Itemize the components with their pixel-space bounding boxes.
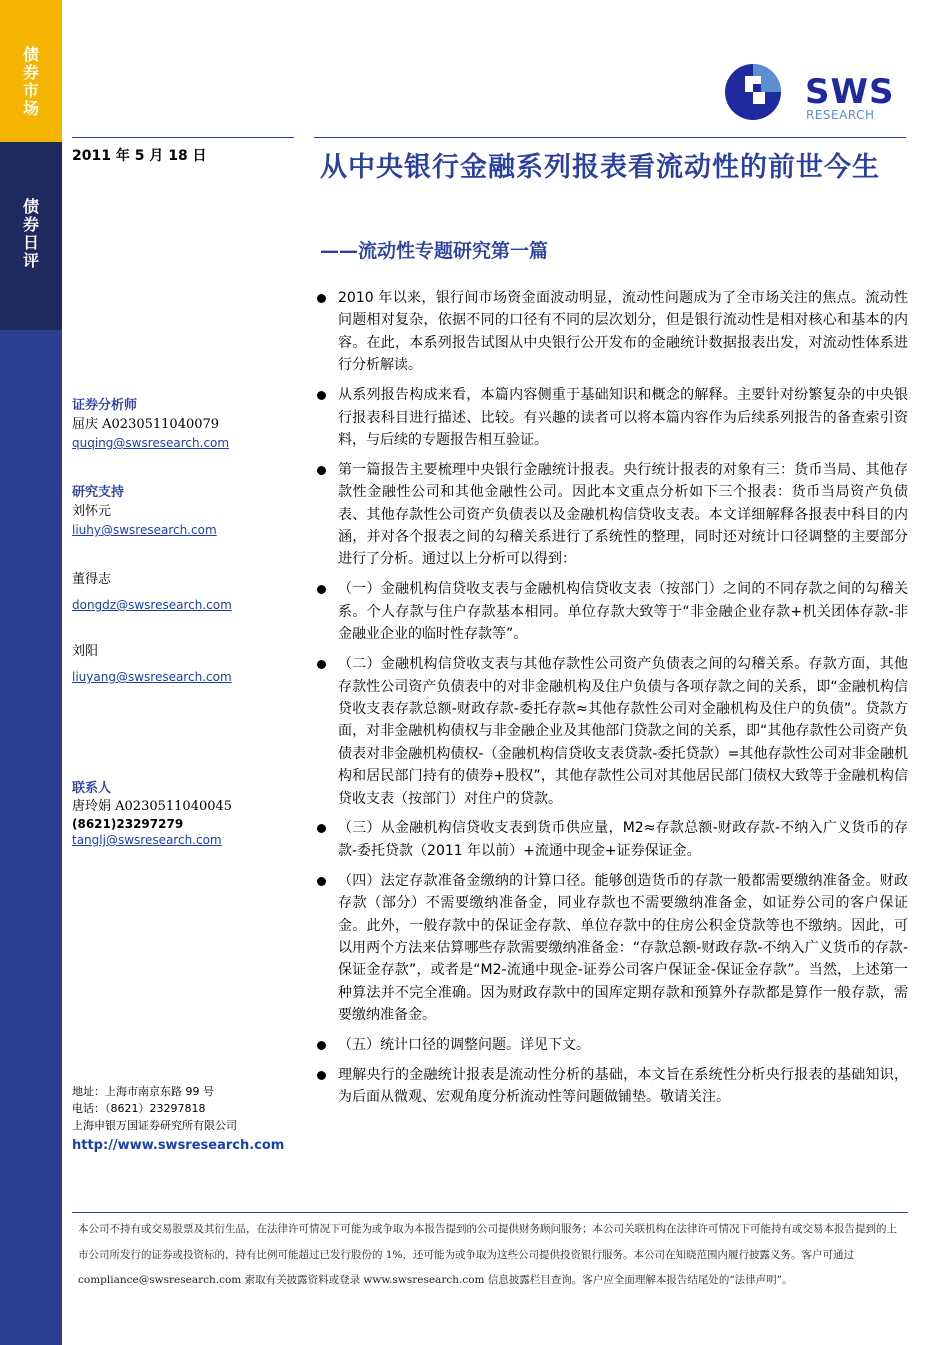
left-rule bbox=[72, 137, 294, 138]
website-link[interactable]: http://www.swsresearch.com bbox=[72, 1138, 285, 1153]
bullet-dot-icon bbox=[317, 1041, 326, 1050]
bullet-dot-icon bbox=[317, 466, 326, 475]
support2-email-link[interactable]: dongdz@swsresearch.com bbox=[72, 598, 232, 612]
summary-bullet-list bbox=[314, 287, 908, 1116]
analyst-name: 屈庆 A0230511040079 bbox=[72, 417, 220, 432]
disclaimer-footer bbox=[72, 1212, 908, 1294]
sidebar-section-bottom: 债 券 日 评 bbox=[22, 197, 39, 270]
list-item: （三）从金融机构信贷收支表到货币供应量，M2≈存款总额-财政存款-不纳入广义货币的存款-委托贷款（2011 年以前）+流通中现金+证券保证金。 bbox=[314, 817, 908, 862]
contact-label: 联系人 bbox=[72, 781, 112, 796]
support2-name: 董得志 bbox=[72, 572, 112, 587]
analyst-label: 证券分析师 bbox=[72, 398, 138, 413]
support-block bbox=[72, 483, 302, 540]
bullet-dot-icon bbox=[317, 660, 326, 669]
analyst-block bbox=[72, 396, 302, 453]
list-item: （四）法定存款准备金缴纳的计算口径。能够创造货币的存款一般都需要缴纳准备金。财政存款（部分）不需要缴纳准备金，同业存款也不需要缴纳准备金，如证券公司的客户保证金。此外，一般存款中的保证金存款、单位存款中的住房公积金贷款等也不缴纳。因此，可以用两个方法来估算哪些存款需要缴纳准备金：“存款总额-财政存款-不纳入广义货币的存款-保证金存款”，或者是“M2-流通中现金-证券公司客户保证金-保证金存款”。当然，上述第一种算法并不完全准确。因为财政存款中的国库定期存款和预算外存款都是算作一般存款，需要缴纳准备金。 bbox=[314, 870, 908, 1027]
list-item: 第一篇报告主要梳理中央银行金融统计报表。央行统计报表的对象有三：货币当局、其他存款性金融性公司和其他金融性公司。因此本文重点分析如下三个报表：货币当局资产负债表、其他存款性公司资产负债表以及金融机构信贷收支表。本文详细解释各报表中科目的内涵，并对各个报表之间的勾稽关系进行了系统性的整理，同时还对统计口径调整的主要部分进行了分析。通过以上分析可以得到： bbox=[314, 459, 908, 571]
contact-block bbox=[72, 779, 302, 848]
sidebar-section-top: 债 券 市 场 bbox=[22, 45, 39, 118]
page-subtitle: ——流动性专题研究第一篇 bbox=[320, 240, 549, 262]
bullet-dot-icon bbox=[317, 877, 326, 886]
logo-subtext: RESEARCH bbox=[806, 108, 875, 122]
bullet-dot-icon bbox=[317, 824, 326, 833]
main-rule bbox=[314, 137, 906, 138]
contact-phone: (8621)23297279 bbox=[72, 817, 184, 831]
list-item: 理解央行的金融统计报表是流动性分析的基础，本文旨在系统性分析央行报表的基础知识，为后面从微观、宏观角度分析流动性等问题做铺垫。敬请关注。 bbox=[314, 1064, 908, 1109]
contact-name: 唐玲娟 A0230511040045 bbox=[72, 799, 233, 814]
list-item: （五）统计口径的调整问题。详见下文。 bbox=[314, 1034, 908, 1056]
list-item: （一）金融机构信贷收支表与金融机构信贷收支表（按部门）之间的不同存款之间的勾稽关系。个人存款与住户存款基本相同。单位存款大致等于“非金融企业存款+机关团体存款-非金融业企业的临时性存款等”。 bbox=[314, 578, 908, 645]
list-item: 从系列报告构成来看，本篇内容侧重于基础知识和概念的解释。主要针对纷繁复杂的中央银行报表科目进行描述、比较。有兴趣的读者可以将本篇内容作为后续系列报告的备查索引资料，与后续的专题报告相互验证。 bbox=[314, 384, 908, 451]
contact-email-link[interactable]: tanglj@swsresearch.com bbox=[72, 833, 222, 847]
telephone-text: 电话：（8621）23297818 bbox=[72, 1102, 206, 1115]
bullet-dot-icon bbox=[317, 391, 326, 400]
bullet-dot-icon bbox=[317, 585, 326, 594]
address-block bbox=[72, 1083, 302, 1155]
report-date: 2011 年 5 月 18 日 bbox=[72, 148, 207, 164]
sidebar bbox=[0, 0, 62, 1345]
list-item: 2010 年以来，银行间市场资金面波动明显，流动性问题成为了全市场关注的焦点。流动性问题相对复杂，依据不同的口径有不同的层次划分，但是银行流动性是相对核心和基本的内容。在此，本系列报告试图从中央银行公开发布的金融统计数据报表出发，对流动性体系进行分析解读。 bbox=[314, 287, 908, 377]
support2-block bbox=[72, 570, 302, 615]
address-text: 地址：上海市南京东路 99 号 bbox=[72, 1085, 214, 1098]
support3-block bbox=[72, 642, 302, 687]
support3-name: 刘阳 bbox=[72, 644, 99, 659]
page-title: 从中央银行金融系列报表看流动性的前世今生 bbox=[320, 152, 880, 183]
support3-email-link[interactable]: liuyang@swsresearch.com bbox=[72, 670, 232, 684]
support1-email-link[interactable]: liuhy@swsresearch.com bbox=[72, 523, 217, 537]
disclaimer-text: 本公司不持有或交易股票及其衍生品，在法律许可情况下可能为或争取为本报告提到的公司提供财务顾问服务；本公司关联机构在法律许可情况下可能持有或交易本报告提到的上市公司所发行的证券或投资标的，持有比例可能超过已发行股份的 1%，还可能为或争取为这些公司提供投资银行服务。本公司在知晓范围内履行披露义务。客户可通过 compliance@swsresearch.com 索取有关披露资料或登录 www.swsresearch.com 信息披露栏目查询。客户应全面理解本报告结尾处的“法律声明”。 bbox=[78, 1223, 897, 1286]
list-item: （二）金融机构信贷收支表与其他存款性公司资产负债表之间的勾稽关系。存款方面，其他存款性公司资产负债表中的对非金融机构及住户负债与各项存款之间的关系，即“金融机构信贷收支表存款总额-财政存款-委托存款≈其他存款性公司对金融机构及住户的负债”。贷款方面，对非金融机构债权与非金融企业及其他部门贷款之间的关系，即“其他存款性公司资产负债表对非金融机构债权-（金融机构信贷收支表贷款-委托贷款）=其他存款性公司对非金融机构和居民部门持有的债券+股权”，其他存款性公司对其他居民部门债权大致等于金融机构信贷收支表（按部门）对住户的贷款。 bbox=[314, 653, 908, 810]
company-name: 上海申银万国证券研究所有限公司 bbox=[72, 1119, 237, 1132]
bullet-dot-icon bbox=[317, 294, 326, 303]
support-label: 研究支持 bbox=[72, 485, 125, 500]
logo-wordmark: SWS bbox=[805, 72, 895, 112]
support1-name: 刘怀元 bbox=[72, 504, 112, 519]
analyst-email-link[interactable]: quqing@swsresearch.com bbox=[72, 436, 230, 450]
bullet-dot-icon bbox=[317, 1071, 326, 1080]
sidebar-blue-block bbox=[0, 330, 62, 1345]
